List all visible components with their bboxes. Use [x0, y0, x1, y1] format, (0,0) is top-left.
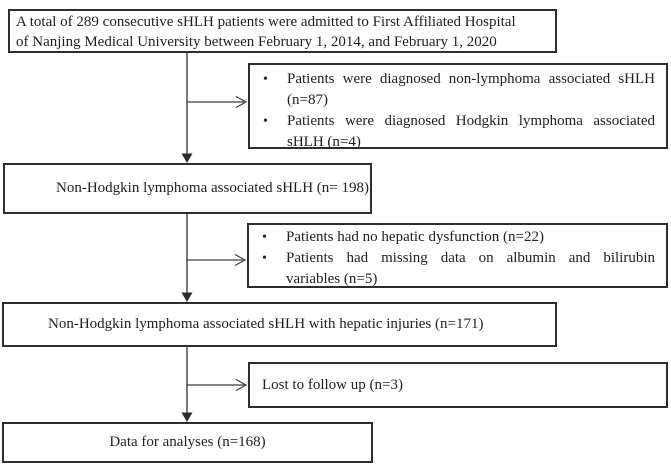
- bullet-item: [249, 227, 655, 248]
- lost-followup-box: [248, 362, 668, 408]
- down-arrow-icon: [182, 293, 193, 303]
- lost-followup-label: Lost to follow up (n=3): [262, 376, 403, 393]
- exclusion-box-lymphoma-type: [248, 63, 668, 149]
- bullet-line: Patients were diagnosed non-lymphoma associated sHLH: [287, 71, 655, 87]
- hepatic-injury-label: Non-Hodgkin lymphoma associated sHLH with hepatic injuries (n=171): [48, 316, 484, 332]
- down-arrow-icon: [182, 413, 193, 423]
- nhl-shlh-box: [3, 163, 372, 214]
- enrollment-line-2: of Nanjing Medical University between February 1, 2014, and February 1, 2020: [16, 34, 497, 50]
- bullet-text: [286, 227, 655, 248]
- bullet-text: [287, 69, 655, 111]
- bullet-item: [249, 248, 655, 290]
- bullet-line: Patients had no hepatic dysfunction (n=22): [286, 229, 544, 245]
- bullet-line: Patients were diagnosed Hodgkin lymphoma associated: [287, 113, 655, 129]
- bullet-line: Patients had missing data on albumin and bilirubin: [286, 250, 655, 266]
- bullet-line: (n=87): [287, 92, 328, 108]
- bullet-line: sHLH (n=4): [287, 134, 361, 150]
- enrollment-box: [8, 9, 557, 53]
- bullet-line: variables (n=5): [286, 271, 378, 287]
- down-arrow-icon: [182, 154, 193, 164]
- bullet-icon: •: [263, 114, 268, 129]
- bullet-item: [250, 69, 655, 111]
- bullet-text: [286, 248, 655, 290]
- final-analysis-label: Data for analyses (n=168): [109, 434, 266, 450]
- bullet-item: [250, 111, 655, 153]
- nhl-shlh-label: Non-Hodgkin lymphoma associated sHLH (n= 198): [56, 180, 369, 196]
- final-analysis-box: [2, 422, 373, 463]
- bullet-icon: •: [262, 251, 267, 266]
- exclusion-box-hepatic-data: [247, 223, 668, 288]
- bullet-icon: •: [262, 230, 267, 245]
- bullet-text: [287, 111, 655, 153]
- enrollment-line-1: A total of 289 consecutive sHLH patients were admitted to First Affiliated Hospital: [16, 14, 516, 30]
- hepatic-injury-box: [2, 302, 557, 347]
- bullet-icon: •: [263, 72, 268, 87]
